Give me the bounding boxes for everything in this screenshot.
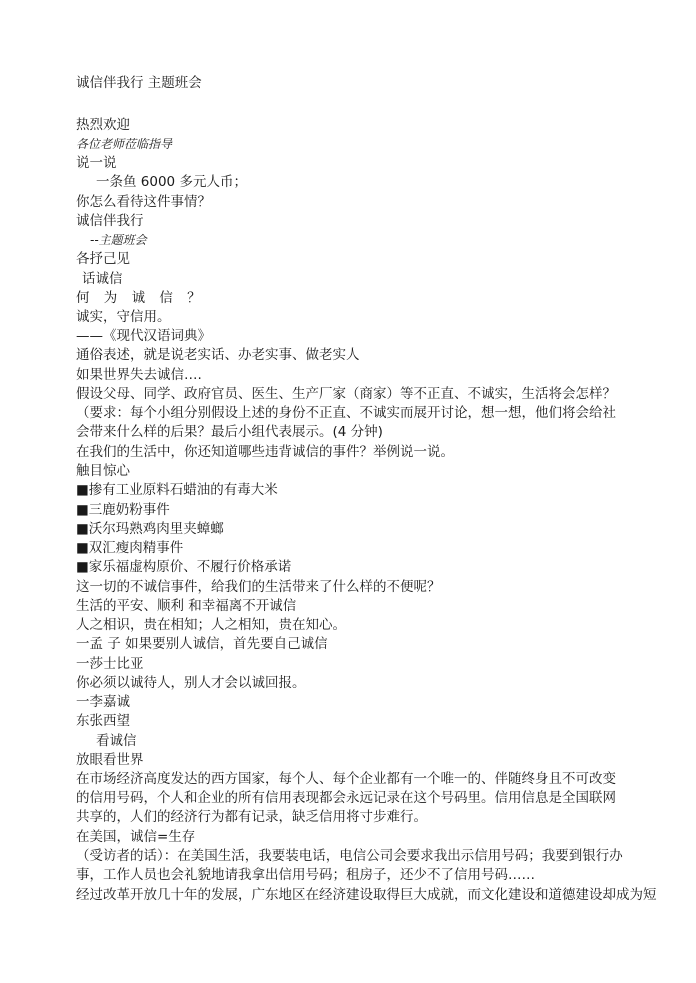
text-line: 各抒己见 <box>76 251 130 267</box>
text-line: 在我们的生活中，你还知道哪些违背诚信的事件？举例说一说。 <box>76 444 454 460</box>
list-item: ■沃尔玛熟鸡肉里夹蟑螂 <box>76 521 224 537</box>
text-line: 一莎士比亚 <box>76 656 144 672</box>
page-title: 诚信伴我行 主题班会 <box>76 75 202 91</box>
text-line: 何 为 诚 信 ？ <box>76 290 206 306</box>
text-line: 东张西望 <box>76 713 130 729</box>
list-item: ■掺有工业原料石蜡油的有毒大米 <box>76 482 278 498</box>
paragraph: 在市场经济高度发达的西方国家，每个人、每个企业都有一个唯一的、伴随终身且不可改变的信用号码，个人和企业的所有信用表现都会永远记录在这个号码里。信用信息是全国联网共享的，人们的经济行为都有记录，缺乏信用将寸步难行。 <box>76 771 616 825</box>
text-line: 通俗表述，就是说老实话、办老实事、做老实人 <box>76 347 360 363</box>
text-line: 一条鱼 6000 多元人币； <box>96 174 247 190</box>
text-line: 一李嘉诚 <box>76 694 130 710</box>
text-line: 你必须以诚待人，别人才会以诚回报。 <box>76 675 306 691</box>
text-line: 如果世界失去诚信…. <box>76 367 202 383</box>
text-line: 触目惊心 <box>76 463 130 479</box>
text-line: 诚实，守信用。 <box>76 309 171 325</box>
text-line: 热烈欢迎 <box>76 117 130 133</box>
text-line: 假设父母、同学、政府官员、医生、生产厂家（商家）等不正直、不诚实，生活将会怎样？ <box>76 386 616 402</box>
text-line: --主题班会 <box>90 233 147 247</box>
list-item: ■三鹿奶粉事件 <box>76 502 170 518</box>
text-line: ——《现代汉语词典》 <box>76 328 211 344</box>
text-line: 放眼看世界 <box>76 752 144 768</box>
text-line: 在美国，诚信=生存 <box>76 829 196 845</box>
text-line: 生活的平安、顺利 和幸福离不开诚信 <box>76 598 297 614</box>
text-line: 各位老师莅临指导 <box>76 137 173 151</box>
text-line: 说一说 <box>76 155 117 171</box>
text-line: 这一切的不诚信事件，给我们的生活带来了什么样的不便呢？ <box>76 579 441 595</box>
text-line: 话诚信 <box>82 271 123 287</box>
text-line: 人之相识，贵在相知；人之相知，贵在知心。 <box>76 617 346 633</box>
text-line: 诚信伴我行 <box>76 213 144 229</box>
list-item: ■家乐福虚构原价、不履行价格承诺 <box>76 559 292 575</box>
paragraph: （要求：每个小组分别假设上述的身份不正直、不诚实而展开讨论，想一想，他们将会给社会带来什么样的后果？最后小组代表展示。(4 分钟) <box>76 405 616 440</box>
paragraph: （受访者的话）：在美国生活，我要装电话，电信公司会要求我出示信用号码；我要到银行办事，工作人员也会礼貌地请我拿出信用号码；租房子，还少不了信用号码…… <box>76 848 623 883</box>
list-item: ■双汇瘦肉精事件 <box>76 540 184 556</box>
text-line: 经过改革开放几十年的发展，广东地区在经济建设取得巨大成就，而文化建设和道德建设却成为短 <box>76 887 657 903</box>
text-line: 看诚信 <box>96 733 137 749</box>
text-line: 你怎么看待这件事情？ <box>76 194 211 210</box>
text-line: 一孟 子 如果要别人诚信，首先要自己诚信 <box>76 636 328 652</box>
